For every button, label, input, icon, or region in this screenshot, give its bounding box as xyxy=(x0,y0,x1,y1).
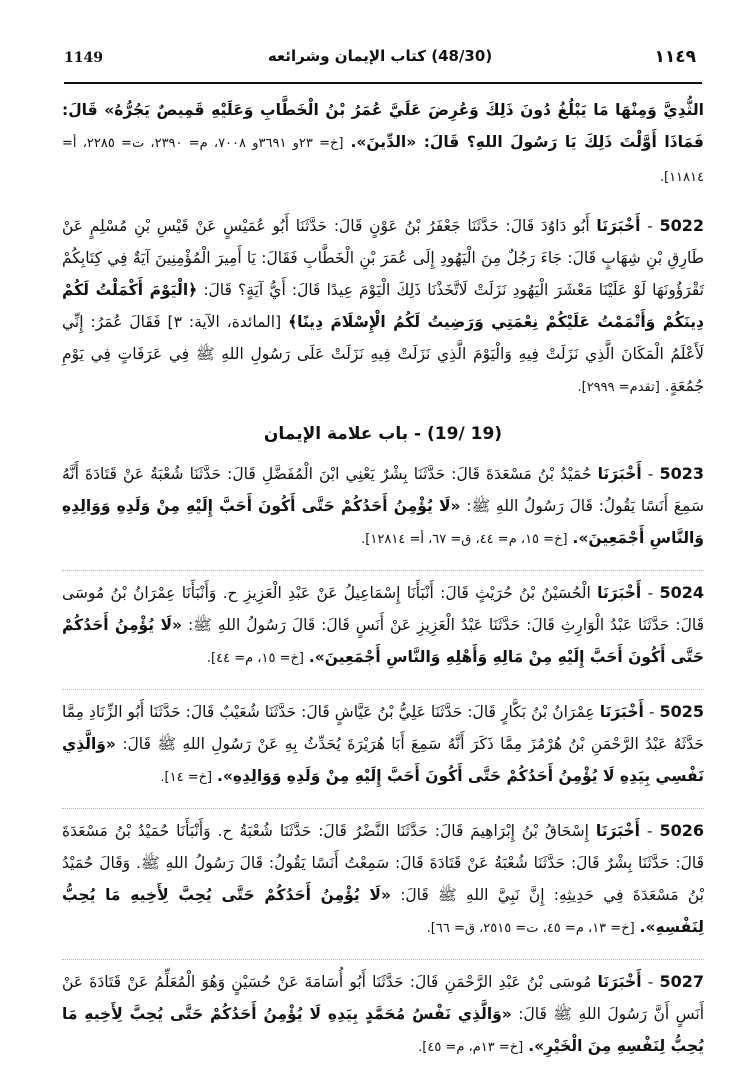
entry-divider xyxy=(62,959,704,960)
hadith-reference: [خ= ١٤]. xyxy=(160,770,213,785)
hadith-entry-5027: 5027 - أَخْبَرَنَا مُوسَى بْنُ عَبْدِ الرَّحْمَنِ قَالَ: حَدَّثَنَا أَبُو أُسَامَةَ عَنْ حُسَيْنٍ وَهُوَ الْمُعَلِّمُ عَنْ قَتَادَةَ عَنْ أَنَسٍ أَنَّ رَسُولَ اللهِ ﷺ قَالَ: «وَالَّذِي نَفْسُ مُحَمَّدٍ بِيَدِهِ لَا يُؤْمِنُ أَحَدُكُمْ حَتَّى يُحِبَّ لِأَخِيهِ مَا يُحِبُّ لِنَفْسِهِ مِنَ الْخَيْرِ». [خ= ١٣م، م= ٤٥]. xyxy=(62,972,704,1055)
hadith-reference: [تقدم= ٢٩٩٩]. xyxy=(577,380,660,395)
hadith-number: 5024 xyxy=(659,583,705,602)
hadith-opening: أَخْبَرَنَا xyxy=(597,973,642,991)
hadith-entry-5026: 5026 - أَخْبَرَنَا إِسْحَاقُ بْنُ إِبْرَاهِيمَ قَالَ: حَدَّثَنَا النَّضْرُ قَالَ: حَدَّثَنَا شُعْبَةُ ح. وَأَنْبَأَنَا حُمَيْدُ بْنُ مَسْعَدَةَ قَالَ: حَدَّثَنَا بِشْرٌ قَالَ: حَدَّثَنَا شُعْبَةُ عَنْ قَتَادَةَ قَالَ: سَمِعْتُ أَنَسًا يَقُولُ: قَالَ رَسُولُ اللهِ ﷺ. وَقَالَ حُمَيْدُ بْنُ مَسْعَدَةَ فِي حَدِيثِهِ: إِنَّ نَبِيَّ اللهِ ﷺ قَالَ: «لَا يُؤْمِنُ أَحَدُكُمْ حَتَّى يُحِبَّ لِأَخِيهِ مَا يُحِبُّ لِنَفْسِهِ». [خ= ١٣، م= ٤٥، ت= ٢٥١٥، ق= ٦٦]. xyxy=(62,821,704,936)
page-number-latin: 1149 xyxy=(64,50,103,66)
hadith-number: 5026 xyxy=(659,821,704,840)
hadith-opening: أَخْبَرَنَا xyxy=(597,584,642,602)
hadith-chain: حُمَيْدُ بْنُ مَسْعَدَةَ قَالَ: حَدَّثَنَا بِشْرٌ يَعْنِي ابْنَ الْمُفَضَّلِ قَالَ: حَدَّثَنَا شُعْبَةُ عَنْ قَتَادَةَ أَنَّهُ سَمِعَ أَنَسًا يَقُولُ: قَالَ رَسُولُ اللهِ ﷺ: xyxy=(62,465,704,515)
hadith-opening: أَخْبَرَنَا xyxy=(597,465,642,483)
hadith-chain: مُوسَى بْنُ عَبْدِ الرَّحْمَنِ قَالَ: حَدَّثَنَا أَبُو أُسَامَةَ عَنْ حُسَيْنٍ وَهُوَ الْمُعَلِّمُ عَنْ قَتَادَةَ عَنْ أَنَسٍ أَنَّ رَسُولَ اللهِ ﷺ قَالَ: xyxy=(62,973,704,1023)
quran-verse: ﴿الْيَوْمَ أَكْمَلْتُ لَكُمْ دِينَكُمْ وَأَتْمَمْتُ عَلَيْكُمْ نِعْمَتِي وَرَضِيتُ لَكُمُ الْإِسْلَامَ دِينًا﴾ xyxy=(62,281,704,331)
hadith-opening: أَخْبَرَنَا xyxy=(595,822,640,840)
hadith-reference: [خ= ١٥، م= ٤٤، ق= ٦٧، أ= ١٢٨١٤]. xyxy=(361,532,568,547)
hadith-reference: [خ= ١٥، م= ٤٤]. xyxy=(206,651,304,666)
hadith-entry-5022: 5022 - أَخْبَرَنَا أَبُو دَاوُدَ قَالَ: حَدَّثَنَا جَعْفَرُ بْنُ عَوْنٍ قَالَ: حَدَّثَنَا أَبُو عُمَيْسٍ عَنْ قَيْسِ بْنِ مُسْلِمٍ عَنْ طَارِقِ بْنِ شِهَابٍ قَالَ: جَاءَ رَجُلٌ مِنَ الْيَهُودِ إِلَى عُمَرَ بْنِ الْخَطَّابِ فَقَالَ: يَا أَمِيرَ الْمُؤْمِنِينَ آيَةٌ فِي كِتَابِكُمْ تَقْرَؤُونَهَا لَوْ عَلَيْنَا مَعْشَرَ الْيَهُودِ نَزَلَتْ لَاتَّخَذْنَا ذَلِكَ الْيَوْمَ عِيدًا قَالَ: أَيُّ آيَةٍ؟ قَالَ: ﴿الْيَوْمَ أَكْمَلْتُ لَكُمْ دِينَكُمْ وَأَتْمَمْتُ عَلَيْكُمْ نِعْمَتِي وَرَضِيتُ لَكُمُ الْإِسْلَامَ دِينًا﴾ [المائدة، الآية: ٣] فَقَالَ عُمَرُ: إِنِّي لَأَعْلَمُ الْمَكَانَ الَّذِي نَزَلَتْ فِيهِ وَالْيَوْمَ الَّذِي نَزَلَتْ فِيهِ نَزَلَتْ عَلَى رَسُولِ اللهِ ﷺ فِي عَرَفَاتٍ فِي يَوْمِ جُمُعَةٍ. [تقدم= ٢٩٩٩]. xyxy=(62,216,704,395)
hadith-matn: «لَا يُؤْمِنُ أَحَدُكُمْ حَتَّى أَكُونَ أَحَبَّ إِلَيْهِ مِنْ مَالِهِ وَأَهْلِهِ وَالنَّاسِ أَجْمَعِينَ». xyxy=(62,616,704,666)
hadith-opening: أَخْبَرَنَا xyxy=(596,217,641,235)
hadith-number: 5025 xyxy=(659,702,704,721)
chapter-heading: (19 /19) - باب علامة الإيمان xyxy=(263,424,503,444)
header-divider xyxy=(64,82,702,84)
hadith-entry-5025: 5025 - أَخْبَرَنَا عِمْرَانُ بْنُ بَكَّارٍ قَالَ: حَدَّثَنَا عَلِيُّ بْنُ عَيَّاشٍ قَالَ: حَدَّثَنَا شُعَيْبٌ قَالَ: حَدَّثَنَا أَبُو الزِّنَادِ مِمَّا حَدَّثَهُ عَبْدُ الرَّحْمَنِ بْنُ هُرْمُزَ مِمَّا ذَكَرَ أَنَّهُ سَمِعَ أَبَا هُرَيْرَةَ يُحَدِّثُ بِهِ عَنْ رَسُولِ اللهِ ﷺ قَالَ: «وَالَّذِي نَفْسِي بِيَدِهِ لَا يُؤْمِنُ أَحَدُكُمْ حَتَّى أَكُونَ أَحَبَّ إِلَيْهِ مِنْ وَلَدِهِ وَوَالِدِهِ». [خ= ١٤]. xyxy=(62,702,704,785)
hadith-entry-5024: 5024 - أَخْبَرَنَا الْحُسَيْنُ بْنُ حُرَيْثٍ قَالَ: أَنْبَأَنَا إِسْمَاعِيلُ عَنْ عَبْدِ الْعَزِيزِ ح. وَأَنْبَأَنَا عِمْرَانُ بْنُ مُوسَى قَالَ: حَدَّثَنَا عَبْدُ الْوَارِثِ قَالَ: حَدَّثَنَا عَبْدُ الْعَزِيزِ عَنْ أَنَسٍ قَالَ: قَالَ رَسُولُ اللهِ ﷺ: «لَا يُؤْمِنُ أَحَدُكُمْ حَتَّى أَكُونَ أَحَبَّ إِلَيْهِ مِنْ مَالِهِ وَأَهْلِهِ وَالنَّاسِ أَجْمَعِينَ». [خ= ١٥، م= ٤٤]. xyxy=(62,583,705,666)
continuation-text: الثُّدِيَّ وَمِنْهَا مَا يَبْلُغُ دُونَ ذَلِكَ وَعُرِضَ عَلَيَّ عُمَرُ بْنُ الْخَطَّابِ وَعَلَيْهِ قَمِيصٌ يَجُرُّهُ» قَالَ: فَمَاذَا أَوَّلْتَ ذَلِكَ يَا رَسُولَ اللهِ؟ قَالَ: «الدِّينَ». xyxy=(62,101,704,151)
page-number-arabic: ١١٤٩ xyxy=(654,47,696,67)
entry-divider xyxy=(62,689,704,690)
hadith-chain: عِمْرَانُ بْنُ بَكَّارٍ قَالَ: حَدَّثَنَا عَلِيُّ بْنُ عَيَّاشٍ قَالَ: حَدَّثَنَا شُعَيْبٌ قَالَ: حَدَّثَنَا أَبُو الزِّنَادِ مِمَّا حَدَّثَهُ عَبْدُ الرَّحْمَنِ بْنُ هُرْمُزَ مِمَّا ذَكَرَ أَنَّهُ سَمِعَ أَبَا هُرَيْرَةَ يُحَدِّثُ بِهِ عَنْ رَسُولِ اللهِ ﷺ قَالَ: xyxy=(62,703,704,753)
hadith-matn: «لَا يُؤْمِنُ أَحَدُكُمْ حَتَّى أَكُونَ أَحَبَّ إِلَيْهِ مِنْ وَلَدِهِ وَوَالِدِهِ وَالنَّاسِ أَجْمَعِينَ». xyxy=(62,497,704,547)
entry-divider xyxy=(62,808,704,809)
continuation-reference: [خ= ٢٣و ٣٦٩١و ٧٠٠٨، م= ٢٣٩٠، ت= ٢٢٨٥، أ= ١١٨١٤]. xyxy=(62,136,704,185)
hadith-reference: [خ= ١٣م، م= ٤٥]. xyxy=(418,1040,524,1055)
continuation-paragraph xyxy=(62,94,704,194)
hadith-chain: أَبُو دَاوُدَ قَالَ: حَدَّثَنَا جَعْفَرُ بْنُ عَوْنٍ قَالَ: حَدَّثَنَا أَبُو عُمَيْسٍ عَنْ قَيْسِ بْنِ مُسْلِمٍ عَنْ طَارِقِ بْنِ شِهَابٍ قَالَ: جَاءَ رَجُلٌ مِنَ الْيَهُودِ إِلَى عُمَرَ بْنِ الْخَطَّابِ فَقَالَ: يَا أَمِيرَ الْمُؤْمِنِينَ آيَةٌ فِي كِتَابِكُمْ تَقْرَؤُونَهَا لَوْ عَلَيْنَا مَعْشَرَ الْيَهُودِ نَزَلَتْ لَاتَّخَذْنَا ذَلِكَ الْيَوْمَ عِيدًا قَالَ: أَيُّ آيَةٍ؟ قَالَ: xyxy=(62,217,704,299)
hadith-chain: الْحُسَيْنُ بْنُ حُرَيْثٍ قَالَ: أَنْبَأَنَا إِسْمَاعِيلُ عَنْ عَبْدِ الْعَزِيزِ ح. وَأَنْبَأَنَا عِمْرَانُ بْنُ مُوسَى قَالَ: حَدَّثَنَا عَبْدُ الْوَارِثِ قَالَ: حَدَّثَنَا عَبْدُ الْعَزِيزِ عَنْ أَنَسٍ قَالَ: قَالَ رَسُولُ اللهِ ﷺ: xyxy=(62,584,704,634)
running-title: (48/30) كتاب الإيمان وشرائعه xyxy=(267,47,493,65)
hadith-number: 5023 xyxy=(659,464,704,483)
page-body xyxy=(62,94,704,1078)
hadith-number: 5022 xyxy=(659,216,704,235)
hadith-entry-5023: 5023 - أَخْبَرَنَا حُمَيْدُ بْنُ مَسْعَدَةَ قَالَ: حَدَّثَنَا بِشْرٌ يَعْنِي ابْنَ الْمُفَضَّلِ قَالَ: حَدَّثَنَا شُعْبَةُ عَنْ قَتَادَةَ أَنَّهُ سَمِعَ أَنَسًا يَقُولُ: قَالَ رَسُولُ اللهِ ﷺ: «لَا يُؤْمِنُ أَحَدُكُمْ حَتَّى أَكُونَ أَحَبَّ إِلَيْهِ مِنْ وَلَدِهِ وَوَالِدِهِ وَالنَّاسِ أَجْمَعِينَ». [خ= ١٥، م= ٤٤، ق= ٦٧، أ= ١٢٨١٤]. xyxy=(62,464,704,547)
hadith-reference: [خ= ١٣، م= ٤٥، ت= ٢٥١٥، ق= ٦٦]. xyxy=(426,921,635,936)
page-header xyxy=(64,44,696,72)
hadith-matn: «وَالَّذِي نَفْسِي بِيَدِهِ لَا يُؤْمِنُ أَحَدُكُمْ حَتَّى أَكُونَ أَحَبَّ إِلَيْهِ مِنْ وَلَدِهِ وَوَالِدِهِ». xyxy=(62,735,704,785)
hadith-chain: إِسْحَاقُ بْنُ إِبْرَاهِيمَ قَالَ: حَدَّثَنَا النَّضْرُ قَالَ: حَدَّثَنَا شُعْبَةُ ح. وَأَنْبَأَنَا حُمَيْدُ بْنُ مَسْعَدَةَ قَالَ: حَدَّثَنَا بِشْرٌ قَالَ: حَدَّثَنَا شُعْبَةُ عَنْ قَتَادَةَ قَالَ: سَمِعْتُ أَنَسًا يَقُولُ: قَالَ رَسُولُ اللهِ ﷺ. وَقَالَ حُمَيْدُ بْنُ مَسْعَدَةَ فِي حَدِيثِهِ: إِنَّ نَبِيَّ اللهِ ﷺ قَالَ: xyxy=(62,822,704,904)
hadith-continuation: [المائدة، الآية: ٣] فَقَالَ عُمَرُ: إِنِّي لَأَعْلَمُ الْمَكَانَ الَّذِي نَزَلَتْ فِيهِ وَالْيَوْمَ الَّذِي نَزَلَتْ فِيهِ نَزَلَتْ عَلَى رَسُولِ اللهِ ﷺ فِي عَرَفَاتٍ فِي يَوْمِ جُمُعَةٍ. xyxy=(62,313,704,395)
hadith-matn: «لَا يُؤْمِنُ أَحَدُكُمْ حَتَّى يُحِبَّ لِأَخِيهِ مَا يُحِبُّ لِنَفْسِهِ». xyxy=(62,886,704,936)
hadith-opening: أَخْبَرَنَا xyxy=(599,703,644,721)
hadith-matn: «وَالَّذِي نَفْسُ مُحَمَّدٍ بِيَدِهِ لَا يُؤْمِنُ أَحَدُكُمْ حَتَّى يُحِبَّ لِأَخِيهِ مَا يُحِبُّ لِنَفْسِهِ مِنَ الْخَيْرِ». xyxy=(62,1005,704,1055)
hadith-number: 5027 xyxy=(659,972,704,991)
entry-divider xyxy=(62,570,704,571)
